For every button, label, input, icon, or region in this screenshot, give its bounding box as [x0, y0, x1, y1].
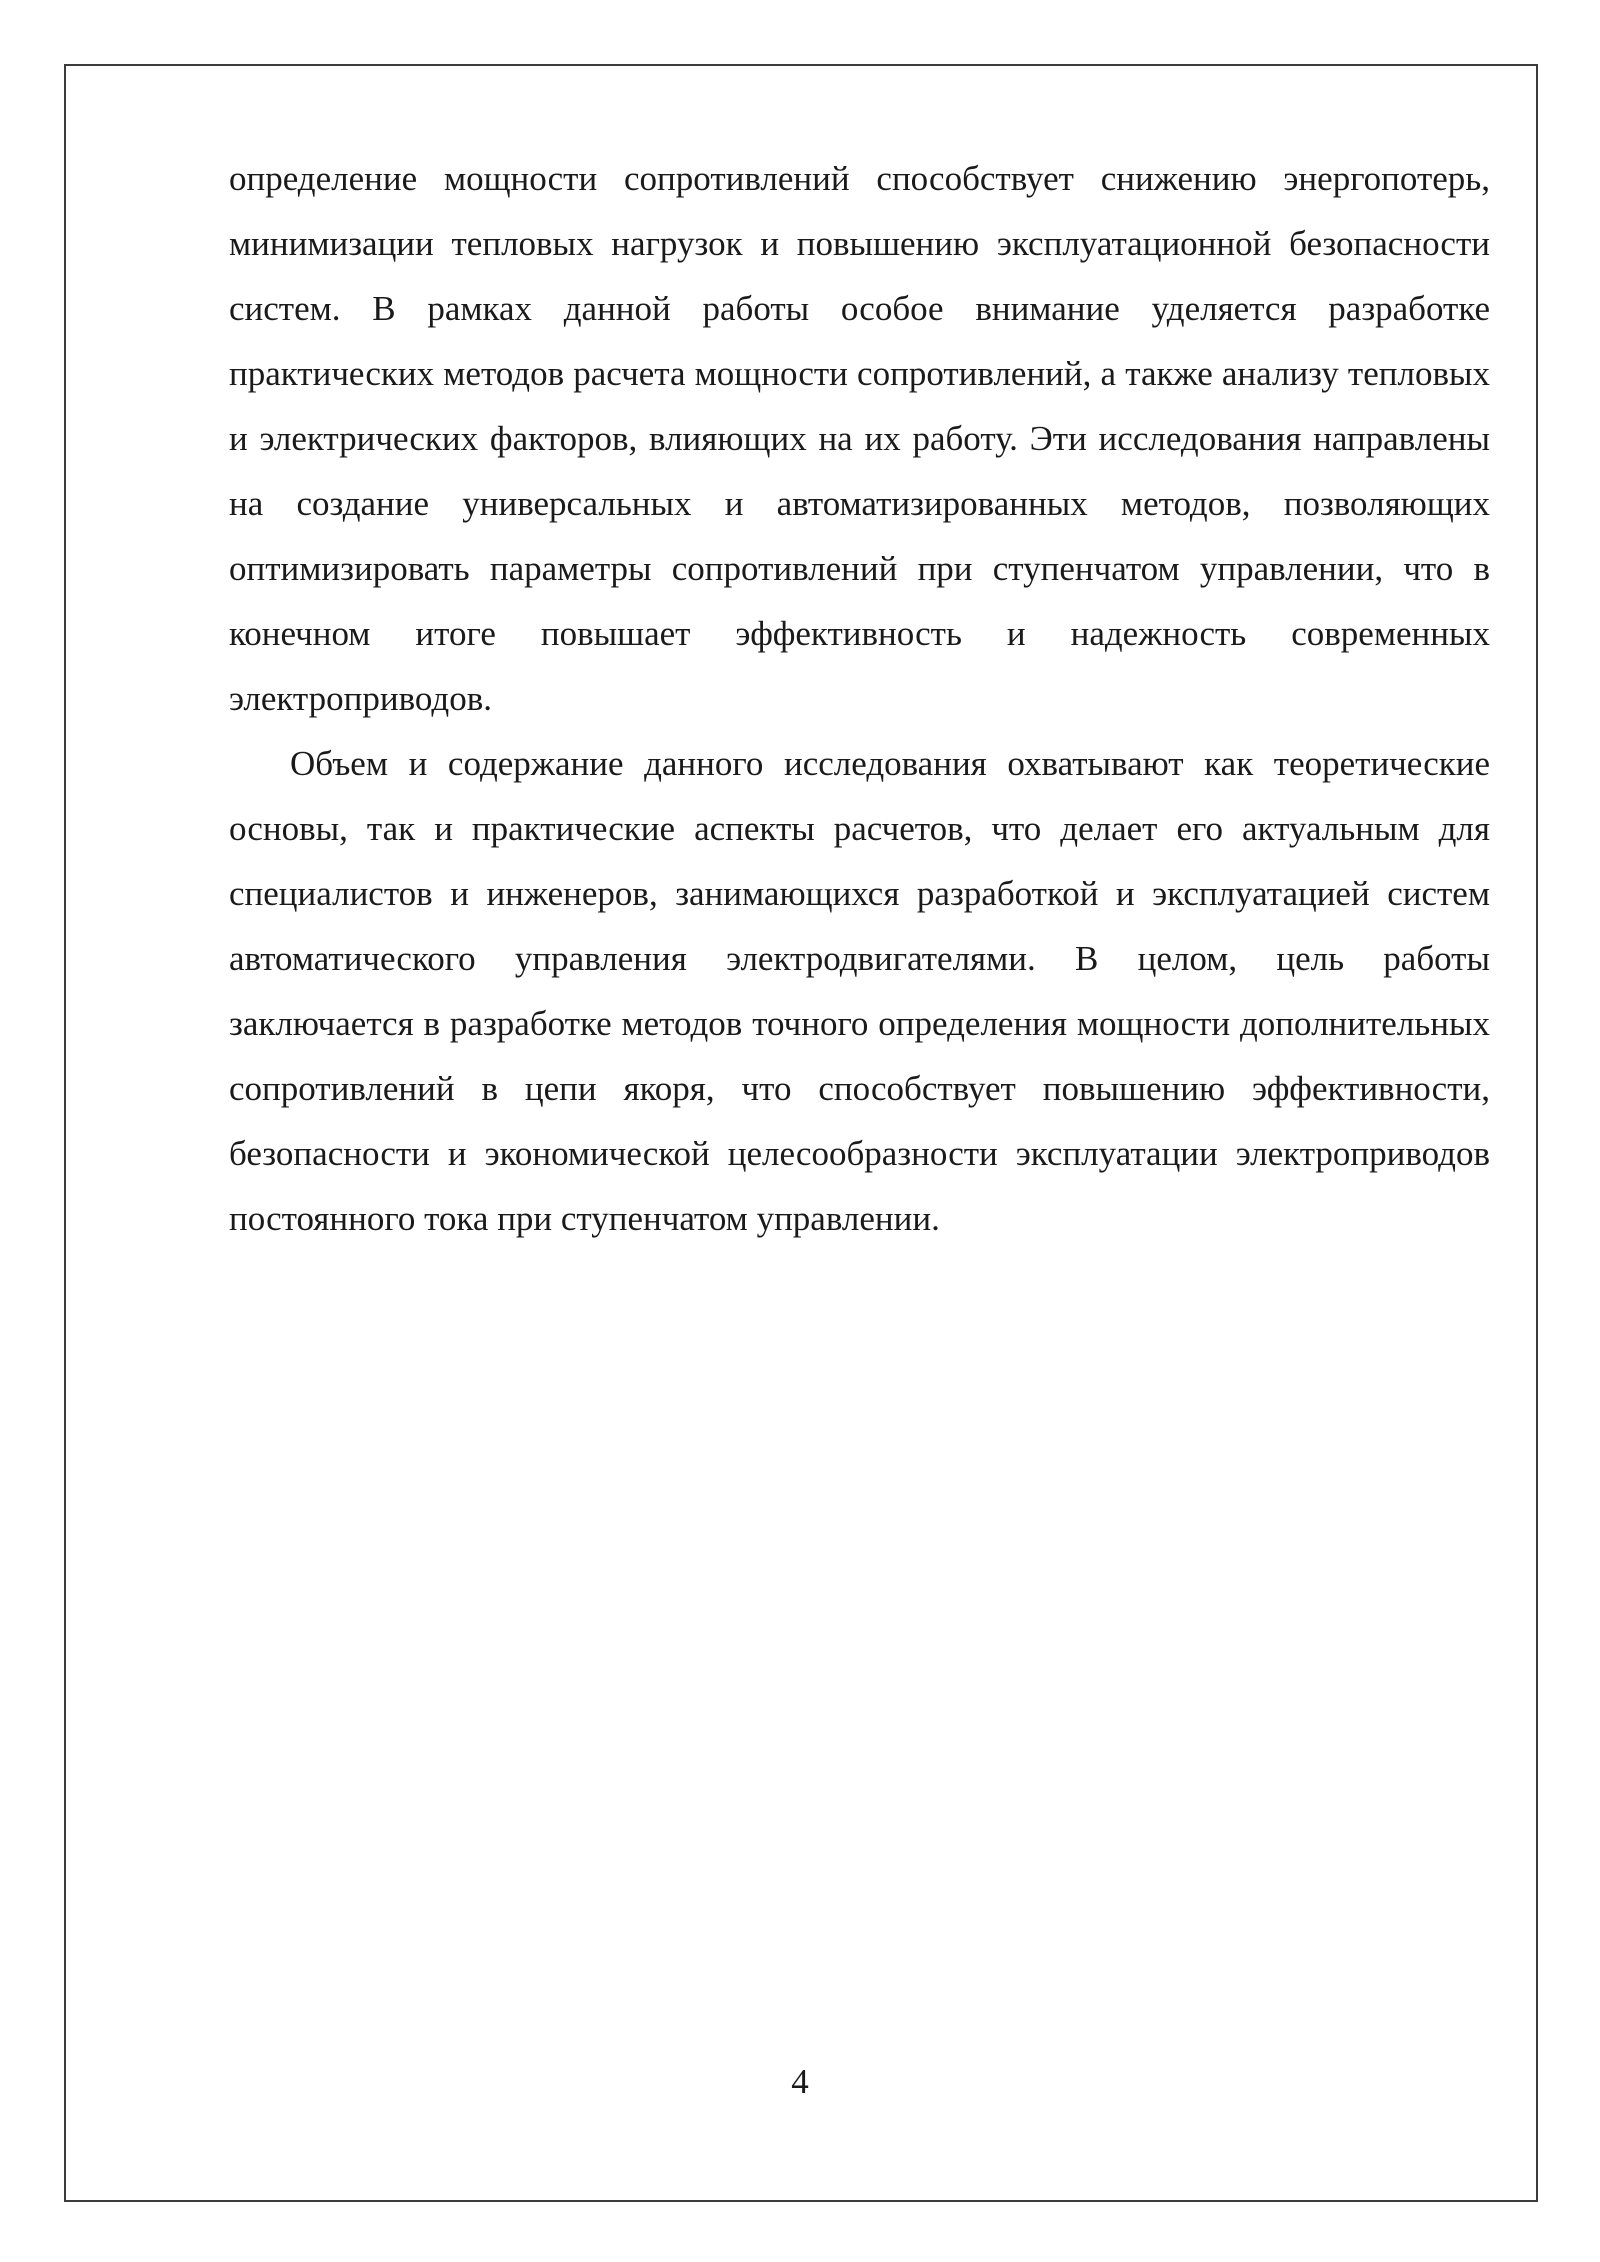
paragraph-2: Объем и содержание данного исследования охватывают как теоретические основы, так и практические аспекты расчетов, что делает его актуальным для специалистов и инженеров, занимающихся разработкой и эксплуатацией систем автоматического управления электродвигателями. В целом, цель работы заключается в разработке методов точного определения мощности дополнительных сопротивлений в цепи якоря, что способствует повышению эффективности, безопасности и экономической целесообразности эксплуатации электроприводов постоянного тока при ступенчатом управлении. — [229, 744, 1490, 1238]
paragraph-1: определение мощности сопротивлений способствует снижению энергопотерь, минимизации тепловых нагрузок и повышению эксплуатационной безопасности систем. В рамках данной работы особое внимание уделяется разработке практических методов расчета мощности сопротивлений, а также анализу тепловых и электрических факторов, влияющих на их работу. Эти исследования направлены на создание универсальных и автоматизированных методов, позволяющих оптимизировать параметры сопротивлений при ступенчатом управлении, что в конечном итоге повышает эффективность и надежность современных электроприводов. — [229, 159, 1490, 718]
page-number: 4 — [791, 2062, 809, 2101]
document-body — [229, 146, 1490, 1251]
